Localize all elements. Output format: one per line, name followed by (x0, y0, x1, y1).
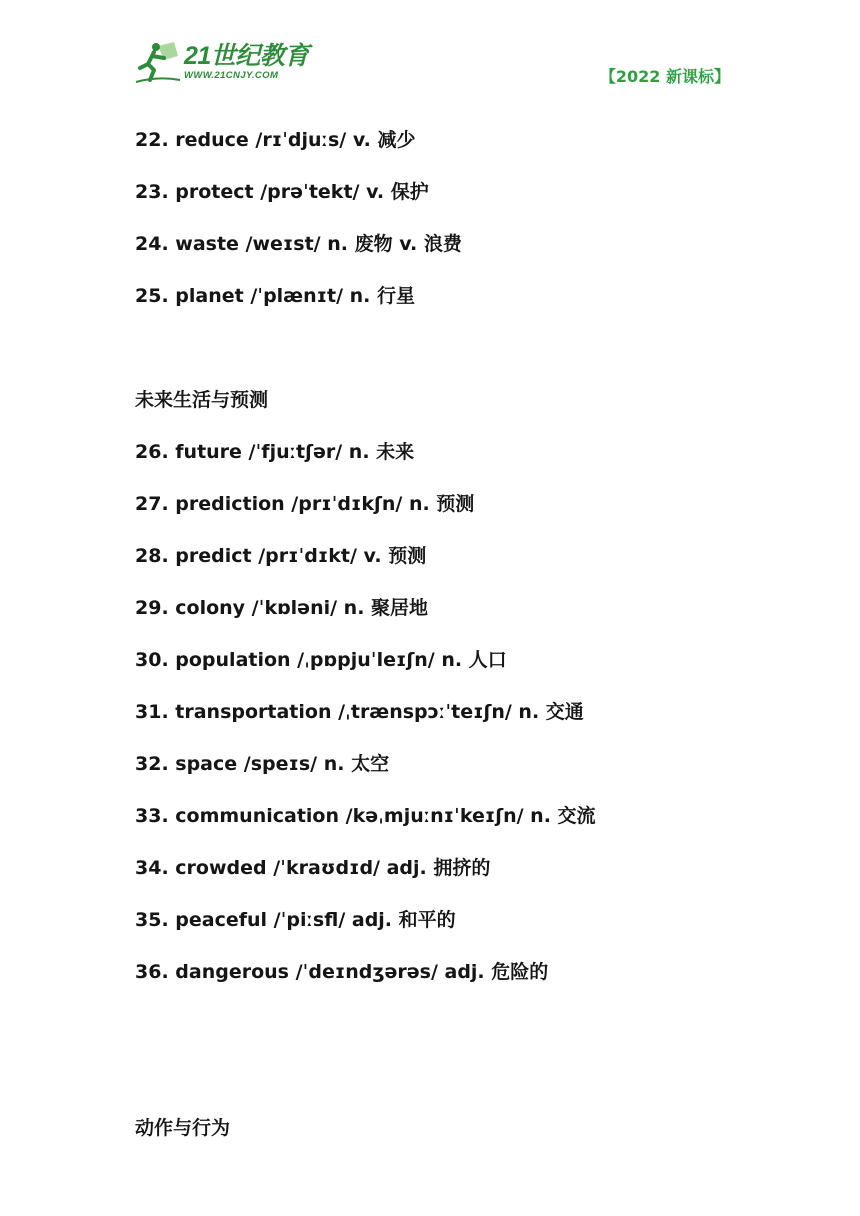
vocab-item-34: 34. crowded /ˈkraʊdɪd/ adj. 拥挤的 (135, 857, 491, 879)
vocabulary-list (135, 124, 775, 1164)
section-gap (135, 1060, 775, 1112)
vocab-item-28: 28. predict /prɪˈdɪkt/ v. 预测 (135, 545, 427, 567)
vocab-item-22: 22. reduce /rɪˈdjuːs/ v. 减少 (135, 129, 416, 151)
vocab-item-25: 25. planet /ˈplænɪt/ n. 行星 (135, 285, 415, 307)
section-gap (135, 1008, 775, 1060)
runner-icon (134, 40, 182, 84)
vocab-item-33: 33. communication /kəˌmjuːnɪˈkeɪʃn/ n. 交流 (135, 805, 596, 827)
vocab-item-27: 27. prediction /prɪˈdɪkʃn/ n. 预测 (135, 493, 475, 515)
vocab-item-35: 35. peaceful /ˈpiːsfl/ adj. 和平的 (135, 909, 456, 931)
vocab-item-30: 30. population /ˌpɒpjuˈleɪʃn/ n. 人口 (135, 649, 507, 671)
vocab-item-29: 29. colony /ˈkɒləni/ n. 聚居地 (135, 597, 429, 619)
section-heading-actions: 动作与行为 (135, 1117, 231, 1139)
section-gap (135, 332, 775, 384)
vocab-item-23: 23. protect /prəˈtekt/ v. 保护 (135, 181, 429, 203)
vocab-item-32: 32. space /speɪs/ n. 太空 (135, 753, 390, 775)
vocab-item-36: 36. dangerous /ˈdeɪndʒərəs/ adj. 危险的 (135, 961, 549, 983)
logo-url: WWW.21CNJY.COM (184, 70, 279, 81)
curriculum-badge: 【2022 新课标】 (599, 67, 730, 86)
logo (134, 40, 309, 84)
vocab-item-24: 24. waste /weɪst/ n. 废物 v. 浪费 (135, 233, 462, 255)
logo-text: 21世纪教育 (184, 42, 309, 70)
vocab-item-31: 31. transportation /ˌtrænspɔːˈteɪʃn/ n. 交通 (135, 701, 584, 723)
section-heading-future: 未来生活与预测 (135, 389, 269, 411)
vocab-item-26: 26. future /ˈfjuːtʃər/ n. 未来 (135, 441, 415, 463)
